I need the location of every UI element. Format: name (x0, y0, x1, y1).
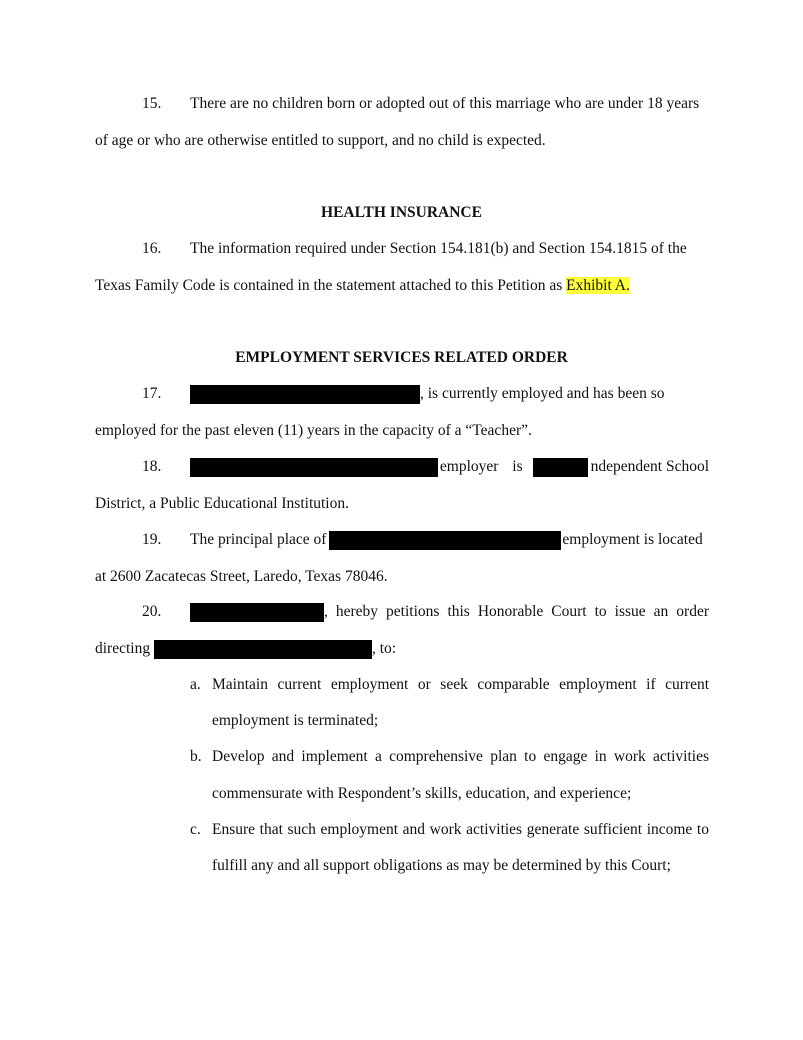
redaction-box (154, 640, 372, 659)
redaction-box (329, 531, 561, 550)
list-item-a-line-1 (190, 675, 709, 695)
paragraph-19-line-1 (142, 530, 709, 550)
list-item-c-line-1 (190, 820, 709, 840)
section-heading-health-insurance: HEALTH INSURANCE (321, 204, 482, 221)
list-item-a-line-2: employment is terminated; (212, 712, 379, 729)
paragraph-text (420, 384, 709, 404)
paragraph-19-line-2: at 2600 Zacatecas Street, Laredo, Texas 78046. (95, 568, 388, 585)
paragraph-16-line-2 (95, 276, 630, 296)
redaction-box (190, 385, 420, 404)
paragraph-number: 17. (142, 385, 162, 402)
paragraph-17-line-2: employed for the past eleven (11) years in the capacity of a “Teacher”. (95, 422, 532, 439)
list-item-b-line-1 (190, 747, 709, 767)
list-item-text: Develop and implement a comprehensive plan to engage in work activities (212, 748, 709, 765)
text-segment: directing (95, 640, 151, 657)
redaction-box (533, 458, 588, 477)
paragraph-number: 20. (142, 603, 162, 620)
redaction-box (190, 458, 438, 477)
paragraph-20-line-1 (142, 602, 709, 622)
paragraph-text: The information required under Section 154.181(b) and Section 154.1815 of the (190, 240, 687, 257)
paragraph-text: Texas Family Code is contained in the statement attached to this Petition as (95, 277, 567, 294)
paragraph-18-line-2: District, a Public Educational Institution. (95, 495, 349, 512)
text-segment: employer is (439, 458, 523, 475)
section-heading-employment-services: EMPLOYMENT SERVICES RELATED ORDER (235, 349, 568, 366)
list-item-text: Maintain current employment or seek comparable employment if current (212, 676, 709, 693)
paragraph-18-line-1 (142, 457, 709, 477)
paragraph-text: There are no children born or adopted out of this marriage who are under 18 years (190, 95, 700, 112)
text-segment: The principal place of (190, 531, 327, 548)
list-item-c-line-2: fulfill any and all support obligations as may be determined by this Court; (212, 857, 671, 874)
paragraph-number: 15. (142, 95, 162, 112)
text-segment: ndependent School (590, 458, 710, 475)
list-marker: b. (190, 748, 202, 765)
list-marker: a. (190, 676, 201, 693)
list-marker: c. (190, 821, 201, 838)
redaction-box (190, 603, 324, 622)
text-segment: , is currently employed and has been so (420, 385, 665, 402)
list-item-b-line-2: commensurate with Respondent’s skills, education, and experience; (212, 785, 632, 802)
text-segment: , to: (371, 640, 397, 657)
text-segment: employment is located (562, 531, 703, 548)
paragraph-15-line-1 (142, 94, 709, 114)
paragraph-number: 18. (142, 458, 162, 475)
paragraph-number: 19. (142, 531, 162, 548)
text-segment: , hereby petitions this Honorable Court to issue an order (324, 603, 709, 620)
paragraph-20-line-2 (95, 639, 396, 659)
paragraph-16-line-1 (142, 239, 709, 259)
paragraph-number: 16. (142, 240, 162, 257)
exhibit-a-highlight: Exhibit A. (566, 277, 630, 294)
paragraph-15-line-2: of age or who are otherwise entitled to support, and no child is expected. (95, 132, 546, 149)
paragraph-17-line-1 (142, 384, 709, 404)
list-item-text: Ensure that such employment and work activities generate sufficient income to (212, 821, 709, 838)
